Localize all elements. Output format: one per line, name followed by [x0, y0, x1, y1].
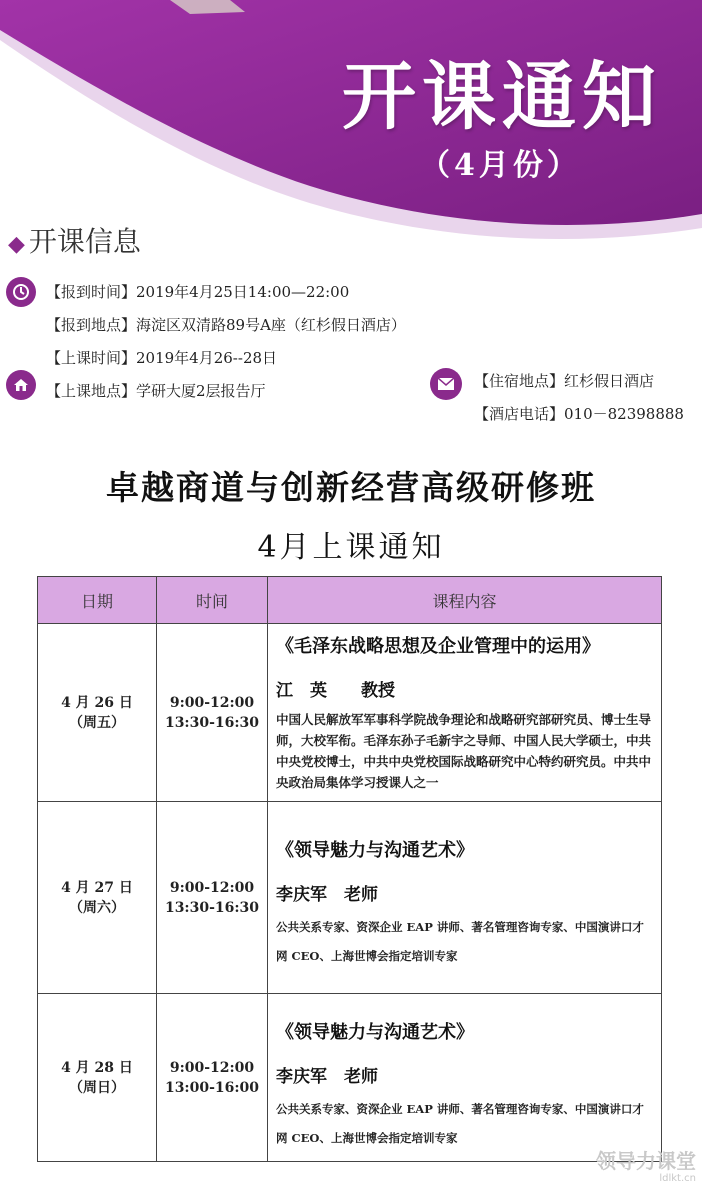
content-cell	[268, 624, 662, 802]
date-cell	[38, 994, 157, 1162]
class-place: 【上课地点】学研大厦2层报告厅	[46, 382, 266, 400]
table-row	[38, 624, 662, 802]
time-cell	[157, 802, 268, 994]
time-afternoon: 13:00-16:00	[164, 1079, 260, 1096]
header-content: 课程内容	[268, 577, 662, 624]
watermark-url: ldlkt.cn	[659, 1173, 696, 1184]
table-header-row	[38, 577, 662, 624]
diamond-icon: ◆	[8, 232, 25, 257]
header-date: 日期	[38, 577, 157, 624]
lodging-place: 【住宿地点】红杉假日酒店	[474, 372, 655, 390]
page-title: 开课通知	[342, 54, 662, 140]
teacher-name: 李庆军 老师	[276, 1067, 378, 1087]
teacher-bio: 公共关系专家、资深企业 EAP 讲师、著名管理咨询专家、中国演讲口才网 CEO、上海世博会指定培训专家	[276, 920, 644, 963]
hotel-phone: 【酒店电话】010－82398888	[474, 405, 684, 423]
report-time: 【报到时间】2019年4月25日14:00—22:00	[46, 283, 350, 301]
content-cell	[268, 994, 662, 1162]
course-topic: 《毛泽东战略思想及企业管理中的运用》	[276, 636, 600, 657]
header-time: 时间	[157, 577, 268, 624]
clock-icon	[6, 277, 36, 307]
date: 4 月 26 日	[61, 694, 133, 711]
section-heading	[8, 220, 141, 260]
date: 4 月 28 日	[61, 1059, 133, 1076]
course-topic: 《领导魅力与沟通艺术》	[276, 1022, 474, 1043]
teacher-name: 李庆军 老师	[276, 885, 378, 905]
time-afternoon: 13:30-16:30	[164, 714, 260, 731]
course-topic: 《领导魅力与沟通艺术》	[276, 840, 474, 861]
date-cell	[38, 624, 157, 802]
report-place: 【报到地点】海淀区双清路89号A座（红杉假日酒店）	[46, 316, 406, 334]
home-icon	[6, 370, 36, 400]
time-cell	[157, 994, 268, 1162]
course-name: 卓越商道与创新经营高级研修班	[106, 468, 596, 507]
course-notice: 4月上课通知	[257, 530, 445, 565]
page-subtitle: （4月份）	[420, 148, 581, 183]
content-cell	[268, 802, 662, 994]
teacher-bio: 中国人民解放军军事科学院战争理论和战略研究部研究员、博士生导师，大校军衔。毛泽东孙子毛新宇之导师、中国人民大学硕士，中共中央党校博士，中共中央党校国际战略研究中心特约研究员。中共中央政治局集体学习授课人之一	[276, 712, 652, 790]
date-cell	[38, 802, 157, 994]
table-row	[38, 994, 662, 1162]
mail-icon	[430, 368, 462, 400]
teacher-name: 江 英 教授	[276, 681, 395, 701]
time-afternoon: 13:30-16:30	[164, 899, 260, 916]
time-morning: 9:00-12:00	[169, 879, 255, 896]
teacher-bio: 公共关系专家、资深企业 EAP 讲师、著名管理咨询专家、中国演讲口才网 CEO、上海世博会指定培训专家	[276, 1102, 644, 1145]
table-row	[38, 802, 662, 994]
time-cell	[157, 624, 268, 802]
time-morning: 9:00-12:00	[169, 694, 255, 711]
watermark-text: 领导力课堂	[596, 1149, 696, 1173]
weekday: （周六）	[69, 899, 125, 916]
date: 4 月 27 日	[61, 879, 133, 896]
weekday: （周五）	[69, 714, 125, 731]
time-morning: 9:00-12:00	[169, 1059, 255, 1076]
schedule-table	[37, 576, 662, 1162]
weekday: （周日）	[69, 1079, 125, 1096]
watermark	[596, 1149, 696, 1188]
section-label: 开课信息	[28, 225, 141, 258]
class-time: 【上课时间】2019年4月26--28日	[46, 349, 278, 367]
